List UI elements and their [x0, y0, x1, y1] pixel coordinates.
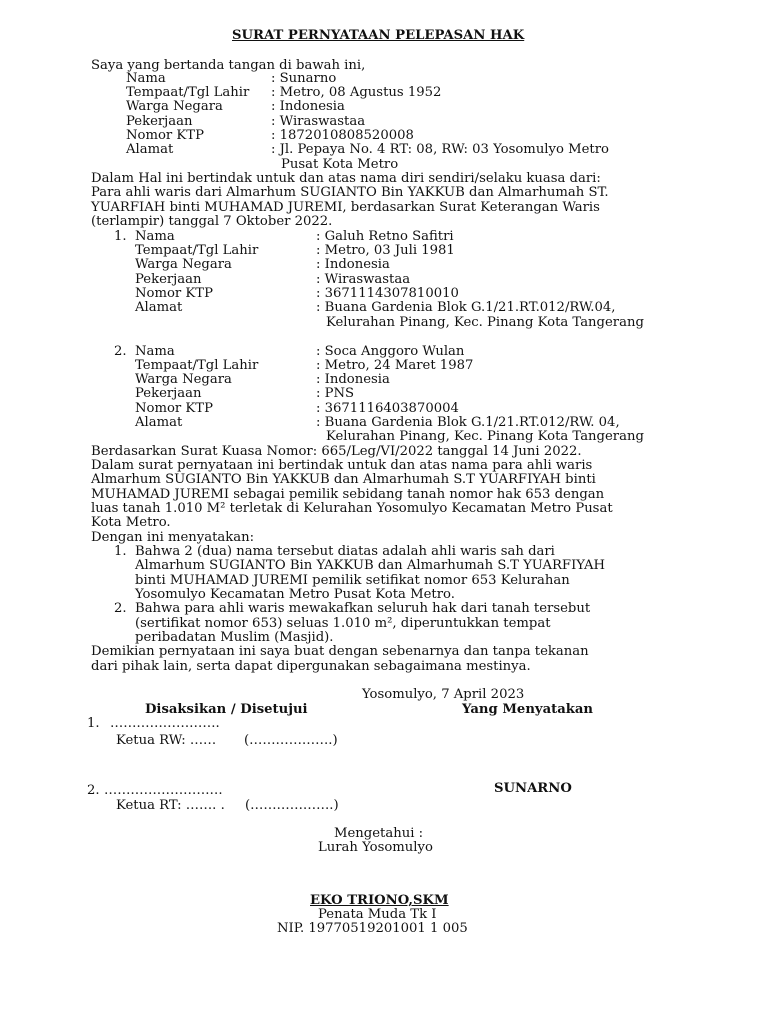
witness-signature-line: ………………………	[104, 783, 223, 798]
heir-value: : PNS	[316, 386, 355, 401]
declarant-value: : Indonesia	[271, 99, 345, 114]
witness-number: 1.	[87, 716, 100, 731]
official-nip: NIP. 19770519201001 1 005	[277, 921, 468, 936]
heir-label: Nama	[135, 229, 175, 244]
declarant-label: Nama	[126, 71, 166, 86]
place-date: Yosomulyo, 7 April 2023	[362, 687, 525, 702]
paragraph-line: MUHAMAD JUREMI sebagai pemilik sebidang tanah nomor hak 653 dengan	[91, 487, 605, 502]
witness-name-blank: (……………….)	[244, 733, 338, 748]
paragraph-line: Dalam surat pernyataan ini bertindak untuk dan atas nama para ahli waris	[91, 458, 593, 473]
statement-line: Bahwa 2 (dua) nama tersebut diatas adalah ahli waris sah dari	[135, 544, 555, 559]
declarant-label: Nomor KTP	[126, 128, 204, 143]
paragraph-line: Berdasarkan Surat Kuasa Nomor: 665/Leg/VI/2022 tanggal 14 Juni 2022.	[91, 444, 582, 459]
heir-value: : Buana Gardenia Blok G.1/21.RT.012/RW. 04,	[316, 415, 620, 430]
declarant-label: Tempaat/Tgl Lahir	[126, 85, 250, 100]
paragraph-line: Almarhum SUGIANTO Bin YAKKUB dan Almarhumah S.T YUARFIYAH binti	[91, 472, 596, 487]
declarant-label: Warga Negara	[126, 99, 223, 114]
heir-label: Warga Negara	[135, 257, 232, 272]
heir-address-cont: Kelurahan Pinang, Kec. Pinang Kota Tangerang	[326, 429, 644, 444]
heir-label: Alamat	[135, 415, 183, 430]
heir-value: : Metro, 03 Juli 1981	[316, 243, 455, 258]
declarant-value: : 1872010808520008	[271, 128, 414, 143]
heir-label: Nama	[135, 344, 175, 359]
paragraph-line: Kota Metro.	[91, 515, 171, 530]
statement-number: 1.	[114, 544, 127, 559]
statement-number: 2.	[114, 601, 127, 616]
statement-line: Almarhum SUGIANTO Bin YAKKUB dan Almarhumah S.T YUARFIYAH	[135, 558, 605, 573]
heir-label: Nomor KTP	[135, 401, 213, 416]
heir-value: : Indonesia	[316, 257, 390, 272]
statement-line: peribadatan Muslim (Masjid).	[135, 630, 334, 645]
declarant-value: : Wiraswastaa	[271, 114, 366, 129]
heir-value: : Galuh Retno Safitri	[316, 229, 454, 244]
paragraph-line: Dengan ini menyatakan:	[91, 530, 255, 545]
heir-value: : Indonesia	[316, 372, 390, 387]
declarer-name: SUNARNO	[494, 781, 572, 796]
paragraph-line: Para ahli waris dari Almarhum SUGIANTO Bin YAKKUB dan Almarhumah ST.	[91, 185, 609, 200]
declarant-value: : Jl. Pepaya No. 4 RT: 08, RW: 03 Yosomulyo Metro	[271, 142, 609, 157]
heir-value: : Soca Anggoro Wulan	[316, 344, 465, 359]
declarant-value: : Metro, 08 Agustus 1952	[271, 85, 442, 100]
acknowledged-label: Mengetahui :	[334, 826, 424, 841]
heir-value: : 3671114307810010	[316, 286, 459, 301]
paragraph-line: luas tanah 1.010 M² terletak di Kelurahan Yosomulyo Kecamatan Metro Pusat	[91, 501, 613, 516]
official-rank: Penata Muda Tk I	[318, 907, 437, 922]
witness-role: Ketua RT: ……. .	[116, 798, 225, 813]
heir-label: Nomor KTP	[135, 286, 213, 301]
declarer-heading: Yang Menyatakan	[462, 702, 594, 717]
heir-label: Pekerjaan	[135, 272, 202, 287]
intro-line: Saya yang bertanda tangan di bawah ini,	[91, 58, 366, 73]
document-title: SURAT PERNYATAAN PELEPASAN HAK	[232, 28, 525, 43]
heir-address-cont: Kelurahan Pinang, Kec. Pinang Kota Tangerang	[326, 315, 644, 330]
paragraph-line: Dalam Hal ini bertindak untuk dan atas nama diri sendiri/selaku kuasa dari:	[91, 171, 601, 186]
paragraph-line: YUARFIAH binti MUHAMAD JUREMI, berdasarkan Surat Keterangan Waris	[91, 200, 600, 215]
statement-line: Yosomulyo Kecamatan Metro Pusat Kota Metro.	[135, 587, 455, 602]
lurah-title: Lurah Yosomulyo	[318, 840, 433, 855]
statement-line: Bahwa para ahli waris mewakafkan seluruh hak dari tanah tersebut	[135, 601, 591, 616]
heir-value: : Metro, 24 Maret 1987	[316, 358, 474, 373]
witness-role: Ketua RW: ……	[116, 733, 217, 748]
heir-value: : Buana Gardenia Blok G.1/21.RT.012/RW.04,	[316, 300, 616, 315]
witness-signature-line: …………………….	[110, 716, 220, 731]
heir-number: 2.	[114, 344, 127, 359]
heir-label: Tempaat/Tgl Lahir	[135, 358, 259, 373]
witness-name-blank: (……………….)	[245, 798, 339, 813]
paragraph-line: (terlampir) tanggal 7 Oktober 2022.	[91, 214, 333, 229]
heir-number: 1.	[114, 229, 127, 244]
heir-value: : 3671116403870004	[316, 401, 459, 416]
heir-label: Tempaat/Tgl Lahir	[135, 243, 259, 258]
declarant-label: Pekerjaan	[126, 114, 193, 129]
closing-line: Demikian pernyataan ini saya buat dengan sebenarnya dan tanpa tekanan	[91, 644, 589, 659]
declarant-value: : Sunarno	[271, 71, 337, 86]
heir-value: : Wiraswastaa	[316, 272, 411, 287]
statement-line: (sertifikat nomor 653) seluas 1.010 m², diperuntukkan tempat	[135, 616, 551, 631]
witness-heading: Disaksikan / Disetujui	[145, 702, 308, 717]
witness-number: 2.	[87, 783, 100, 798]
declarant-label: Alamat	[126, 142, 174, 157]
official-name: EKO TRIONO,SKM	[310, 893, 449, 908]
declarant-address-cont: Pusat Kota Metro	[281, 157, 399, 172]
heir-label: Pekerjaan	[135, 386, 202, 401]
heir-label: Alamat	[135, 300, 183, 315]
heir-label: Warga Negara	[135, 372, 232, 387]
closing-line: dari pihak lain, serta dapat dipergunakan sebagaimana mestinya.	[91, 659, 531, 674]
statement-line: binti MUHAMAD JUREMI pemilik setifikat nomor 653 Kelurahan	[135, 573, 570, 588]
